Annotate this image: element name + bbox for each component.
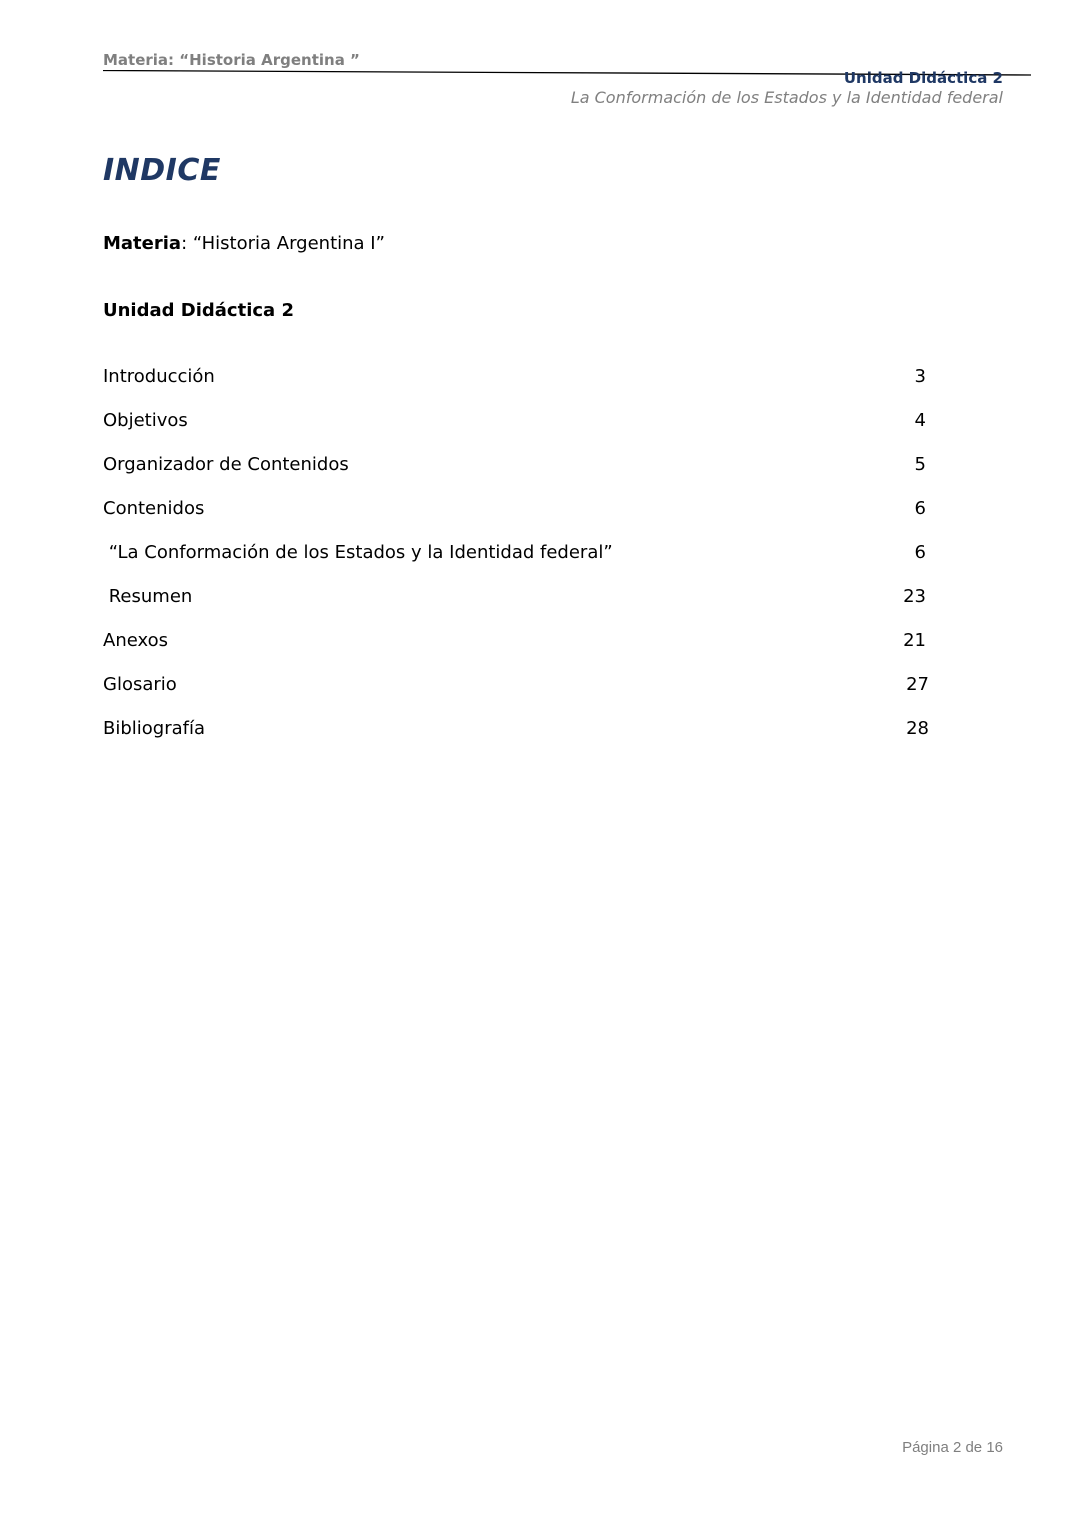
subject-value: : “Historia Argentina I” xyxy=(181,233,385,254)
toc-entry-page: 28 xyxy=(906,718,929,739)
toc-entry xyxy=(103,366,929,392)
toc-entry-label: “La Conformación de los Estados y la Identidad federal” xyxy=(103,542,613,563)
page-number: Página 2 de 16 xyxy=(902,1439,1003,1456)
toc-entry xyxy=(103,718,929,744)
toc-entry-label: Anexos xyxy=(103,630,168,651)
toc-entry-label: Organizador de Contenidos xyxy=(103,454,349,475)
subject-label: Materia xyxy=(103,233,182,254)
toc-entry-label: Resumen xyxy=(103,586,193,607)
header-topic: La Conformación de los Estados y la Identidad federal xyxy=(570,88,1003,107)
toc-entry-label: Introducción xyxy=(103,366,215,387)
toc-entry-page: 21 xyxy=(903,630,926,651)
toc-entry-page: 5 xyxy=(914,454,926,475)
index-title: INDICE xyxy=(103,153,221,188)
toc-entry-label: Contenidos xyxy=(103,498,205,519)
toc-entry xyxy=(103,586,929,612)
toc-entry-page: 4 xyxy=(914,410,926,431)
toc-entry-page: 23 xyxy=(903,586,926,607)
unit-heading: Unidad Didáctica 2 xyxy=(103,300,294,321)
toc-entry xyxy=(103,542,929,568)
toc-entry-label: Objetivos xyxy=(103,410,188,431)
toc-entry-page: 6 xyxy=(914,498,926,519)
toc-entry-page: 27 xyxy=(906,674,929,695)
toc-entry-page: 3 xyxy=(914,366,926,387)
header-subject: Materia: “Historia Argentina ” xyxy=(103,51,360,69)
subject-line xyxy=(103,233,385,254)
toc-entry xyxy=(103,630,929,656)
header-unit: Unidad Didáctica 2 xyxy=(843,69,1003,87)
toc-entry-label: Bibliografía xyxy=(103,718,206,739)
toc-entry xyxy=(103,454,929,480)
toc-entry xyxy=(103,498,929,524)
toc-entry-label: Glosario xyxy=(103,674,177,695)
toc-entry xyxy=(103,410,929,436)
toc-entry xyxy=(103,674,929,700)
toc-entry-page: 6 xyxy=(914,542,926,563)
